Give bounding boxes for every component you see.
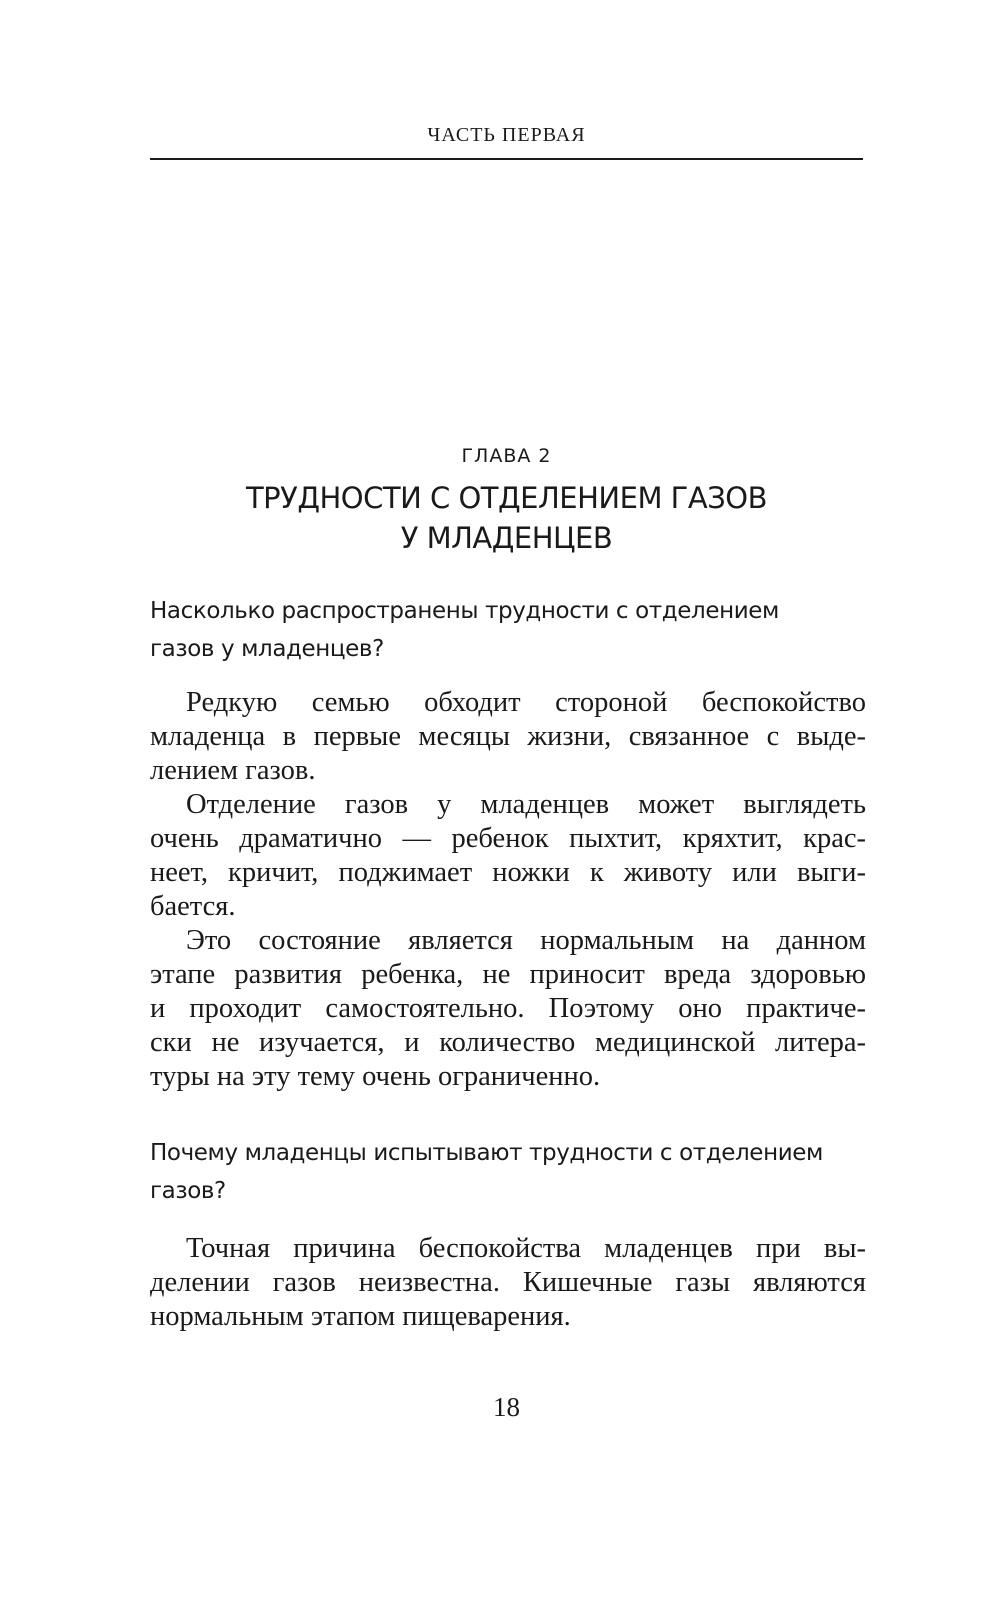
text-line: младенца в первые месяцы жизни, связанное с выде- bbox=[150, 721, 866, 752]
section-heading bbox=[150, 592, 863, 668]
section-heading-line: газов? bbox=[150, 1178, 226, 1204]
chapter-title-line: У МЛАДЕНЦЕВ bbox=[400, 521, 613, 555]
text-line: неет, кричит, поджимает ножки к животу или выги- bbox=[150, 857, 866, 888]
chapter-label: ГЛАВА 2 bbox=[461, 445, 552, 467]
text-line: Точная причина беспокойства младенцев при вы- bbox=[186, 1233, 866, 1264]
text-line: Редкую семью обходит стороной беспокойство bbox=[186, 687, 866, 718]
text-line: очень драматично — ребенок пыхтит, кряхтит, крас- bbox=[150, 823, 866, 854]
text-line: Отделение газов у младенцев может выглядеть bbox=[186, 789, 866, 820]
section-heading bbox=[150, 1134, 863, 1210]
text-line: ски не изучается, и количество медицинской литера- bbox=[150, 1027, 866, 1058]
text-line: бается. bbox=[150, 891, 236, 922]
text-line: туры на эту тему очень ограниченно. bbox=[150, 1061, 601, 1092]
paragraph bbox=[150, 924, 866, 1094]
section-heading-line: Насколько распространены трудности с отделением bbox=[150, 598, 779, 624]
paragraph bbox=[150, 788, 866, 924]
text-line: делении газов неизвестна. Кишечные газы являются bbox=[150, 1267, 866, 1298]
paragraph bbox=[150, 686, 866, 788]
text-line: этапе развития ребенка, не приносит вреда здоровью bbox=[150, 959, 866, 990]
paragraph bbox=[150, 1232, 866, 1334]
chapter-title-line: ТРУДНОСТИ С ОТДЕЛЕНИЕМ ГАЗОВ bbox=[245, 481, 768, 515]
text-line: и проходит самостоятельно. Поэтому оно практиче- bbox=[150, 993, 866, 1024]
text-line: лением газов. bbox=[150, 755, 316, 786]
text-line: нормальным этапом пищеварения. bbox=[150, 1301, 571, 1332]
header-rule bbox=[150, 158, 863, 160]
page-number: 18 bbox=[493, 1392, 520, 1422]
text-line: Это состояние является нормальным на данном bbox=[186, 925, 866, 956]
section-heading-line: газов у младенцев? bbox=[150, 636, 384, 662]
section-heading-line: Почему младенцы испытывают трудности с отделением bbox=[150, 1140, 823, 1166]
running-head: ЧАСТЬ ПЕРВАЯ bbox=[427, 124, 586, 146]
chapter-title bbox=[150, 478, 863, 558]
